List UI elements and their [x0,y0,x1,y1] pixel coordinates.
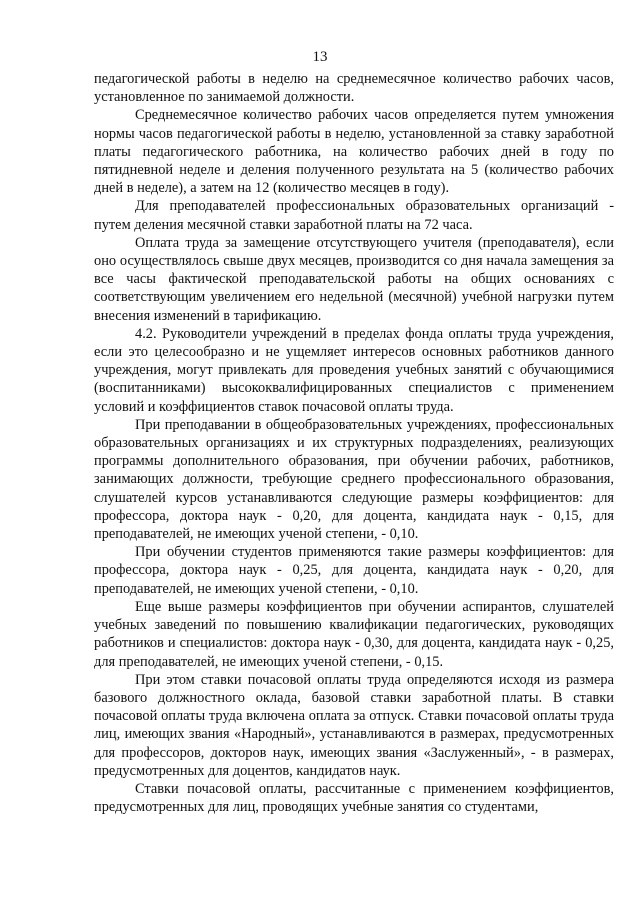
paragraph-rates-continued: Ставки почасовой оплаты, рассчитанные с применением коэффициентов, предусмотренных для лиц, проводящих учебные занятия со студентами, [94,780,614,816]
paragraph-section-4-2: 4.2. Руководители учреждений в пределах фонда оплаты труда учреждения, если это целесообразно и не ущемляет интересов основных работников данного учреждения, могут привлекать для проведения учебных занятий с обучающимися (воспитанниками) высококвалифицированных специалистов с применением условий и коэффициентов ставок почасовой оплаты труда. [94,325,614,415]
paragraph-student-coefficients: При обучении студентов применяются такие размеры коэффициентов: для профессора, доктора наук - 0,25, для доцента, кандидата наук - 0,20, для преподавателей, не имеющих ученой степени, - 0,10. [94,544,614,597]
paragraph-hourly-rates: При этом ставки почасовой оплаты труда определяются исходя из размера базового должностного оклада, базовой ставки заработной платы. В ставки почасовой оплаты труда включена оплата за отпуск. Ставки почасовой оплаты труда лиц, имеющих звания «Народный», устанавливаются в размерах, предусмотренных для профессоров, докторов наук, имеющих звания «Заслуженный», - в размерах, предусмотренных для доцентов, кандидатов наук. [94,671,614,779]
paragraph-graduate-coefficients: Еще выше размеры коэффициентов при обучении аспирантов, слушателей учебных заведений по повышению квалификации педагогических, руководящих работников и специалистов: доктора наук - 0,30, для доцента, кандидата наук - 0,25, для преподавателей, не имеющих ученой степени, - 0,15. [94,598,614,670]
page-number: 13 [312,49,328,65]
paragraph-professional-teachers: Для преподавателей профессиональных образовательных организаций - путем деления месячной ставки заработной платы на 72 часа. [94,198,614,233]
document-body [94,70,614,816]
paragraph-continuation: педагогической работы в неделю на среднемесячное количество рабочих часов, установленное по занимаемой должности. [94,71,614,106]
paragraph-substitution-pay: Оплата труда за замещение отсутствующего учителя (преподавателя), если оно осуществлялось свыше двух месяцев, производится со дня начала замещения за все часы фактической преподавательской работы на общих основаниях с соответствующим увеличением его недельной (месячной) учебной нагрузки путем внесения изменений в тарификацию. [94,234,614,324]
paragraph-teaching-coefficients: При преподавании в общеобразовательных учреждениях, профессиональных образовательных организациях и их структурных подразделениях, реализующих программы дополнительного образования, при обучении рабочих, работников, занимающих должности, требующие среднего профессионального образования, слушателей курсов устанавливаются следующие размеры коэффициентов: для профессора, доктора наук - 0,20, для доцента, кандидата наук - 0,15, для преподавателей, не имеющих ученой степени, - 0,10. [94,416,614,543]
paragraph-average-hours: Среднемесячное количество рабочих часов определяется путем умножения нормы часов педагогической работы в неделю, установленной за ставку заработной платы педагогического работника, на количество рабочих дней в году по пятидневной неделе и деления полученного результата на 5 (количество рабочих дней в неделе), а затем на 12 (количество месяцев в году). [94,107,614,197]
